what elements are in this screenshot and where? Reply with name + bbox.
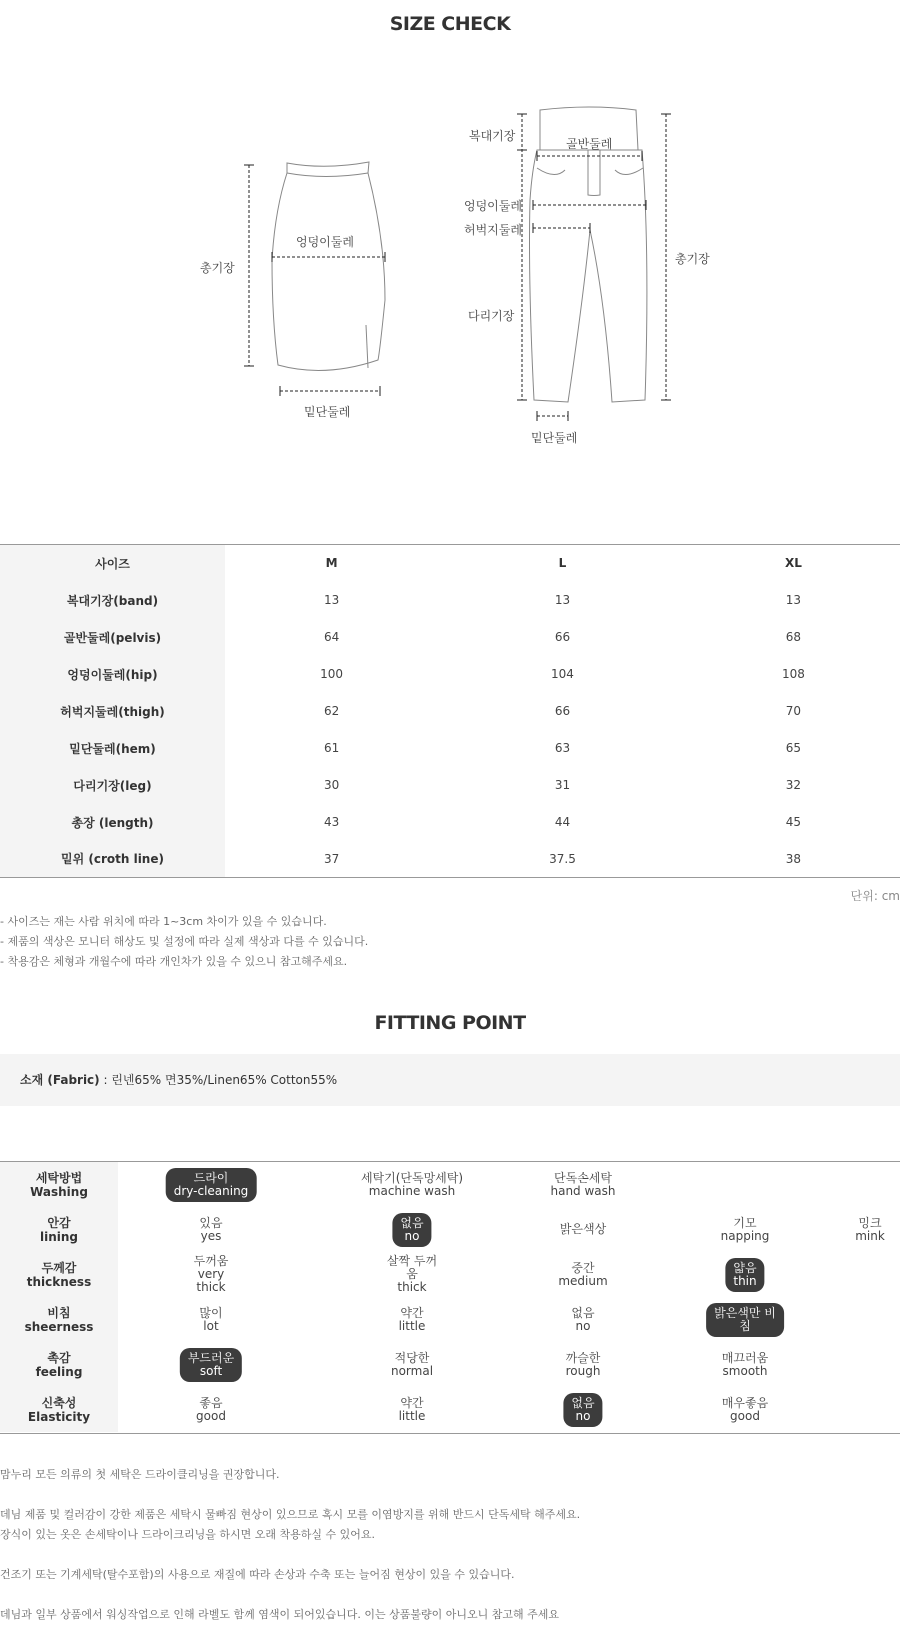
fitting-option-line: no [575,1408,591,1423]
fitting-row-label [0,1252,118,1297]
fitting-option-label [560,1223,606,1236]
fitting-option-line: 없음 [571,1305,595,1320]
fitting-option-line: good [730,1408,760,1423]
size-cell: 44 [554,815,571,829]
fitting-option [722,1342,768,1387]
pants-hem-label: 밑단둘레 [531,431,578,445]
size-cell: 43 [323,815,340,829]
fitting-point-title: FITTING POINT [374,1012,526,1034]
fitting-option-line: 부드러운 [187,1350,235,1365]
fitting-option-line: 침 [739,1318,751,1333]
fabric-value: : 린넨65% 면35%/Linen65% Cotton55% [99,1073,338,1087]
size-cell: 62 [323,704,340,718]
fitting-option-line: very [197,1267,225,1281]
fitting-row-label-line: 두께감 [41,1260,77,1275]
fitting-option [725,1252,764,1297]
size-diagram [0,80,900,480]
fitting-option [391,1342,433,1387]
size-table-row [0,656,900,693]
size-cell: 13 [785,593,802,607]
care-note-line: 장식이 있는 옷은 손세탁이나 드라이크리닝을 하시면 오래 착용하실 수 있어요. [0,1528,375,1541]
care-note-line [0,1585,580,1605]
fitting-option [392,1207,431,1252]
size-cell: 45 [785,815,802,829]
size-row-label: 복대기장(band) [0,582,225,619]
fitting-option-label [722,1397,768,1423]
size-row-label: 총장 (length) [0,804,225,841]
size-cell: 37.5 [549,851,576,866]
note-line: - 착용감은 체형과 개월수에 따라 개인차가 있을 수 있으니 참고해주세요. [0,955,348,968]
fitting-option-label [387,1255,437,1294]
fitting-option-line: 까슬한 [565,1350,601,1365]
fitting-option-selected [563,1393,602,1427]
fitting-option-selected [166,1168,257,1202]
fitting-option [566,1342,601,1387]
fitting-option-label [199,1217,222,1243]
fitting-row [0,1342,900,1387]
fitting-option-line: 살짝 두꺼 [386,1254,438,1268]
size-row-label: 엉덩이둘레(hip) [0,656,225,693]
fitting-row-label-line: lining [39,1229,78,1244]
pants-leg-label: 다리기장 [468,309,515,323]
size-cell: XL [784,556,802,571]
fitting-option-line: thin [733,1273,757,1288]
fitting-option [399,1297,426,1342]
fitting-option-line: napping [720,1228,770,1243]
fitting-option-label [855,1217,885,1243]
size-cell: 13 [323,593,340,607]
fitting-option-line: 없음 [400,1215,424,1230]
size-row-label: 밑위 (croth line) [0,841,225,878]
fitting-row-label [0,1297,118,1342]
size-notes [0,912,368,972]
fitting-option-line: thick [397,1280,427,1294]
fitting-option-line: 두꺼움 [193,1254,229,1268]
fitting-option-line: 없음 [571,1395,595,1410]
fitting-option-line: no [575,1318,591,1333]
fitting-row-label-line: 세탁방법 [35,1170,83,1185]
fitting-option-label [361,1172,463,1198]
fitting-option [199,1207,222,1252]
fitting-row [0,1162,900,1207]
fitting-option-line: no [404,1228,420,1243]
fitting-option [180,1342,242,1387]
fitting-option-line: dry-cleaning [173,1183,249,1198]
fitting-row [0,1207,900,1252]
size-cell: 108 [781,667,805,681]
size-cell: 31 [554,778,571,792]
size-table [0,544,900,878]
fitting-table [0,1161,900,1434]
size-cell: 66 [554,704,571,718]
size-row-label: 밑단둘레(hem) [0,730,225,767]
size-row-label: 허벅지둘레(thigh) [0,693,225,730]
fitting-option [571,1297,594,1342]
fitting-option-line: 기모 [733,1215,757,1230]
fitting-option [560,1207,606,1252]
size-cell: 70 [785,704,802,718]
size-cell: 68 [785,630,802,644]
size-table-row [0,841,900,878]
fitting-option-selected [706,1303,784,1337]
care-notes [0,1465,580,1625]
fitting-option [563,1387,602,1432]
fitting-option-selected [725,1258,764,1292]
fitting-option-line: good [196,1408,226,1423]
fitting-option-line: lot [203,1318,219,1333]
size-table-row [0,619,900,656]
fitting-option-line: 약간 [400,1305,424,1320]
fitting-option [722,1387,768,1432]
size-cell: 100 [320,667,344,681]
size-cell: 104 [551,667,574,681]
fitting-option-line: yes [200,1228,222,1243]
fitting-option-selected [180,1348,242,1382]
fitting-option-label [558,1262,607,1288]
fitting-option [196,1387,226,1432]
fitting-option-line: mink [855,1228,885,1243]
fitting-option-line: little [398,1408,426,1423]
fitting-option-label [566,1352,601,1378]
fitting-option [166,1162,257,1207]
size-cell: 65 [785,741,802,755]
size-cell: 61 [323,741,340,755]
fitting-option-line: 움 [406,1267,418,1281]
fitting-option-line: 매끄러움 [721,1350,769,1365]
fitting-option-line: little [398,1318,426,1333]
skirt-hip-label: 엉덩이둘레 [296,235,354,249]
fitting-option-line: 약간 [400,1395,424,1410]
fitting-row-label [0,1387,118,1432]
fitting-option-line: 밝은색상 [559,1222,607,1236]
fitting-row-label-line: 비침 [47,1305,71,1320]
size-table-row [0,730,900,767]
care-note-line: 맘누리 모든 의류의 첫 세탁은 드라이클리닝을 권장합니다. [0,1468,280,1481]
fitting-option [855,1207,885,1252]
fitting-row [0,1297,900,1342]
fitting-row-label [0,1207,118,1252]
care-note-line [0,1545,580,1565]
size-cell: 37 [323,851,340,866]
skirt-outline [272,162,385,370]
fitting-row-label-line: 신축성 [41,1395,77,1410]
size-row-label: 다리기장(leg) [0,767,225,804]
fitting-option [706,1297,784,1342]
pants-thigh-label: 허벅지둘레 [464,223,522,237]
care-note-line [0,1485,580,1505]
fitting-row-label-line: Elasticity [27,1409,91,1424]
fitting-option [721,1207,770,1252]
fitting-option-line: 밍크 [858,1215,882,1230]
pants-band-label: 복대기장 [469,129,516,143]
size-table-header [0,545,900,582]
note-line: - 제품의 색상은 모니터 해상도 및 설정에 따라 실제 색상과 다를 수 있습니다. [0,935,369,948]
fitting-option-label [194,1255,229,1294]
fitting-option-label [199,1307,222,1333]
fitting-option-line: 매우좋음 [721,1395,769,1410]
fitting-row [0,1252,900,1297]
fitting-option-label [571,1307,594,1333]
fitting-option-line: smooth [722,1363,768,1378]
fitting-row-label-line: sheerness [24,1319,94,1334]
fitting-option-line: hand wash [550,1183,616,1198]
fitting-option-line: rough [565,1363,601,1378]
fitting-option-line: 중간 [571,1260,595,1275]
fitting-option-label [550,1172,615,1198]
care-note-line: 데님과 일부 상품에서 워싱작업으로 인해 라벨도 함께 염색이 되어있습니다. 이는 상품불량이 아니오니 참고해 주세요 [0,1608,559,1621]
fitting-option-line: machine wash [368,1183,456,1198]
size-cell: 13 [554,593,571,607]
fitting-option-line: 드라이 [193,1170,229,1185]
size-cell: 64 [323,630,340,644]
fitting-row [0,1387,900,1432]
size-cell: 66 [554,630,571,644]
size-row-label: 골반둘레(pelvis) [0,619,225,656]
size-cell: 63 [554,741,571,755]
fitting-row-label [0,1342,118,1387]
size-row-label: 사이즈 [0,545,225,582]
unit-label: 단위: cm [850,889,900,903]
size-table-row [0,767,900,804]
fitting-option-label [722,1352,768,1378]
fitting-option-line: 밝은색만 비 [714,1305,776,1320]
fitting-option [194,1252,229,1297]
fitting-option-label [399,1397,426,1423]
fitting-option-line: 적당한 [394,1350,430,1365]
pants-pelvis-label: 골반둘레 [566,137,613,151]
fitting-row-label-line: Washing [30,1184,88,1199]
size-table-row [0,804,900,841]
fitting-row-label-line: 촉감 [47,1350,71,1365]
fitting-option [387,1252,437,1297]
fitting-option [558,1252,607,1297]
fitting-option-label [391,1352,433,1378]
fabric-row [0,1054,900,1106]
fitting-option-line: 많이 [199,1305,223,1320]
pants-hip-label: 엉덩이둘레 [464,199,522,213]
fitting-option [399,1387,426,1432]
pants-total-label: 총기장 [675,252,710,266]
fitting-row-label-line: thickness [26,1274,92,1289]
fitting-option-line: medium [558,1273,608,1288]
care-note-line: 건조기 또는 기계세탁(탈수포함)의 사용으로 재질에 따라 손상과 수축 또는 늘어짐 현상이 있을 수 있습니다. [0,1568,515,1581]
fitting-option-selected [392,1213,431,1247]
fitting-option [199,1297,222,1342]
fitting-option-line: 세탁기(단독망세탁) [360,1170,464,1185]
size-cell: 32 [785,778,802,792]
fitting-option-line: 좋음 [199,1395,223,1410]
size-check-title: SIZE CHECK [389,13,511,35]
size-cell: L [558,556,567,571]
fitting-row-label [0,1162,118,1207]
skirt-total-label: 총기장 [200,261,235,275]
size-table-row [0,582,900,619]
size-cell: 38 [785,851,802,866]
fitting-option [550,1162,615,1207]
fitting-option-line: 단독손세탁 [554,1170,612,1185]
fitting-option [361,1162,463,1207]
fitting-option-line: soft [199,1363,223,1378]
size-cell: M [325,556,338,571]
fitting-option-line: thick [196,1280,226,1294]
fitting-option-label [399,1307,426,1333]
fitting-row-label-line: feeling [35,1364,83,1379]
fitting-option-line: normal [390,1363,434,1378]
skirt-hem-label: 밑단둘레 [304,405,351,419]
fabric-label: 소재 (Fabric) [20,1073,100,1087]
fitting-option-line: 있음 [199,1215,223,1230]
fitting-row-label-line: 안감 [47,1215,71,1230]
size-table-row [0,693,900,730]
care-note-line: 데님 제품 및 컬러감이 강한 제품은 세탁시 물빠짐 현상이 있으므로 혹시 모를 이염방지를 위해 반드시 단독세탁 해주세요. [0,1508,581,1521]
fitting-option-line: 얇음 [733,1260,757,1275]
note-line: - 사이즈는 재는 사람 위치에 따라 1~3cm 차이가 있을 수 있습니다. [0,915,327,928]
fitting-option-label [721,1217,770,1243]
size-cell: 30 [323,778,340,792]
fitting-option-label [196,1397,226,1423]
